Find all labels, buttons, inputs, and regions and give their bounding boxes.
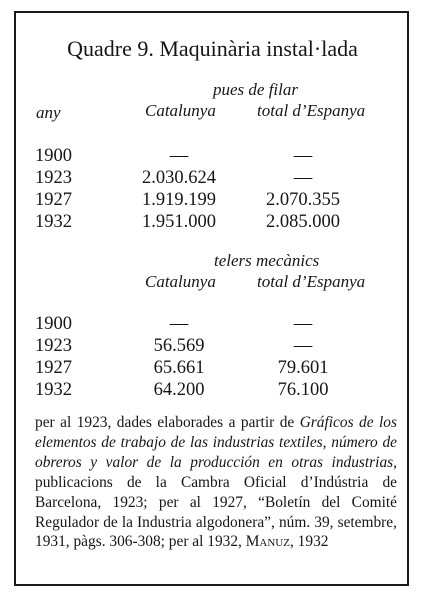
table-cell-year: 1932 [35,380,72,400]
column-header-spain: total d’Espanya [257,101,366,120]
table-cell-catalunya: 1.919.199 [142,190,216,210]
table-cell-spain: — [293,314,313,334]
group-label-spindles: pues de filar [213,80,298,99]
table-cell-year: 1923 [35,336,72,356]
group-label-looms: telers mecànics [214,251,320,270]
source-note [35,413,397,552]
table-cell-year: 1900 [35,146,72,166]
table-cell-year: 1923 [35,168,72,188]
table-cell-spain: 2.085.000 [266,212,340,232]
table-cell-spain: — [293,336,313,356]
table-cell-catalunya: 65.661 [153,358,205,378]
table-cell-spain: — [293,168,313,188]
column-header-catalunya: Catalunya [145,272,216,291]
source-publication-title: Gráficos de los elementos de trabajo de las industrias textiles, número de obreros y valor de la producción en otras industrias [35,414,397,471]
table-cell-catalunya: 64.200 [153,380,205,400]
source-note-text: , 1932 [289,533,329,551]
table-cell-year: 1927 [35,358,72,378]
table-title: Quadre 9. Maquinària instal·lada [67,36,358,61]
table-cell-catalunya: 1.951.000 [142,212,216,232]
table-cell-year: 1900 [35,314,72,334]
column-header-spain: total d’Espanya [257,272,366,291]
column-header-catalunya: Catalunya [145,101,216,120]
source-note-text: per al 1923, dades elaborades a partir de [35,414,300,431]
column-header-year: any [36,103,61,122]
table-cell-spain: 76.100 [277,380,329,400]
table-cell-spain: 2.070.355 [266,190,340,210]
table-cell-catalunya: — [169,314,189,334]
table-cell-catalunya: — [169,146,189,166]
source-note-text: , publicacions de la Cambra Oficial d’Indústria de Barcelona, 1923; per al 1927, “Boletín del Comité Regulador de la Industria algodonera”, núm. 39, setembre, 1931, pàgs. 306-308; per al 1932, [35,453,397,551]
table-cell-catalunya: 2.030.624 [142,168,216,188]
table-cell-catalunya: 56.569 [153,336,205,356]
table-cell-year: 1932 [35,212,72,232]
table-cell-spain: 79.601 [277,358,329,378]
table-cell-spain: — [293,146,313,166]
source-author: Manuz [245,533,290,551]
table-cell-year: 1927 [35,190,72,210]
